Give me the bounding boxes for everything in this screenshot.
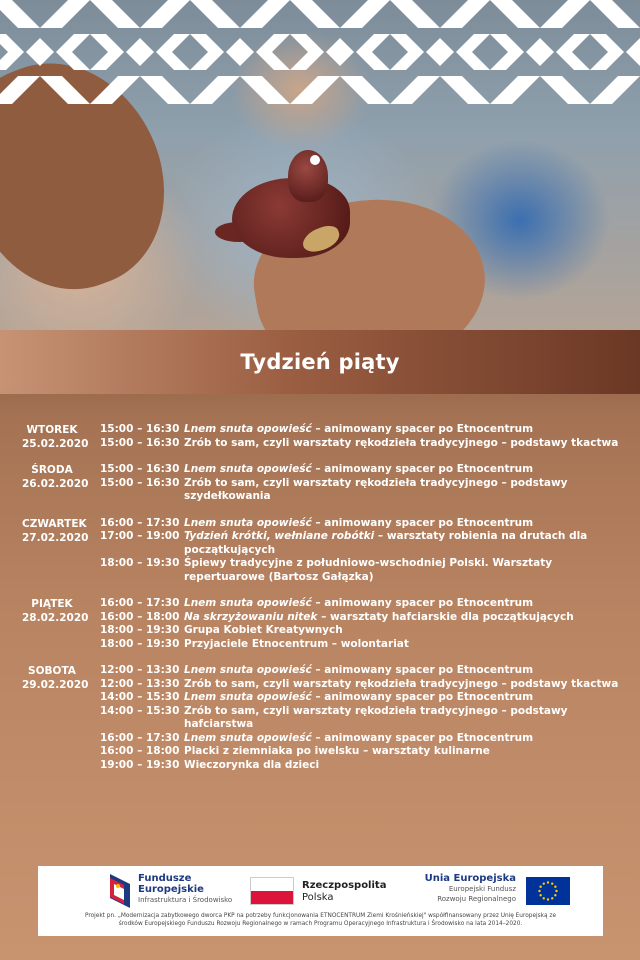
day-name: WTOREK [26, 424, 78, 436]
event-description [184, 691, 624, 705]
entries [100, 597, 640, 651]
eu-star-icon [551, 882, 553, 884]
event-detail: Zrób to sam, czyli warsztaty rękodzieła tradycyjnego – podstawy tkactwa [184, 677, 619, 690]
event-detail: Grupa Kobiet Kreatywnych [184, 624, 343, 636]
ue-sub2: Rozwoju Regionalnego [437, 895, 516, 903]
event-time: 15:00 – 16:30 [100, 476, 180, 489]
event-time: 12:00 – 13:30 [100, 664, 180, 676]
event-description [184, 732, 624, 746]
day-label [22, 463, 89, 491]
header-photo [0, 0, 640, 330]
event-time: 18:00 – 19:30 [100, 637, 180, 650]
event-row [100, 705, 640, 732]
event-row [100, 517, 640, 531]
bird-eye [310, 155, 320, 165]
funding-footer [38, 866, 603, 936]
eu-star-icon [554, 886, 556, 888]
event-title: Lnem snuta opowieść [184, 423, 312, 435]
event-detail: Wieczorynka dla dzieci [184, 758, 320, 771]
eu-star-icon [547, 898, 549, 900]
day-date: 29.02.2020 [22, 679, 89, 691]
day-block [0, 664, 640, 772]
day-label [22, 597, 89, 625]
event-detail: – animowany spacer po Etnocentrum [311, 516, 534, 529]
folk-pattern [0, 0, 640, 104]
event-time: 15:00 – 16:30 [100, 463, 180, 475]
event-title: Na skrzyżowaniu nitek [184, 610, 318, 623]
event-description [184, 624, 624, 638]
event-description [184, 664, 624, 678]
event-detail: – animowany spacer po Etnocentrum [311, 423, 534, 435]
eu-star-icon [554, 894, 556, 896]
title-band [0, 330, 640, 394]
entries [100, 664, 640, 772]
event-detail: Placki z ziemniaka po iwelsku – warsztaty kulinarne [184, 745, 490, 757]
ue-sub1: Europejski Fundusz [448, 885, 516, 893]
event-time: 16:00 – 17:30 [100, 731, 180, 744]
event-row [100, 638, 640, 652]
event-time: 16:00 – 18:00 [100, 745, 180, 757]
day-block [0, 597, 640, 651]
event-description [184, 745, 624, 759]
eu-star-icon [538, 890, 540, 892]
day-label [22, 664, 89, 692]
event-row [100, 477, 640, 504]
eu-star-icon [543, 882, 545, 884]
event-row [100, 664, 640, 678]
event-title: Lnem snuta opowieść [184, 597, 312, 609]
day-date: 28.02.2020 [22, 612, 89, 624]
event-description [184, 477, 624, 504]
event-title: Lnem snuta opowieść [184, 664, 312, 676]
event-detail: Zrób to sam, czyli warsztaty rękodzieła tradycyjnego – podstawy hafciarstwa [184, 704, 568, 730]
event-detail: Przyjaciele Etnocentrum – wolontariat [184, 637, 409, 650]
day-label [22, 517, 89, 545]
bird-head [288, 150, 328, 202]
event-description [184, 437, 624, 451]
event-time: 16:00 – 18:00 [100, 610, 180, 623]
event-row [100, 597, 640, 611]
eu-star-icon [543, 897, 545, 899]
event-detail: – animowany spacer po Etnocentrum [311, 691, 534, 703]
rzeczpospolita-polska-text [302, 880, 386, 904]
eu-flag-icon [526, 877, 570, 905]
event-title: Lnem snuta opowieść [184, 463, 312, 475]
event-detail: – animowany spacer po Etnocentrum [311, 597, 534, 609]
fundusze-europejskie-text [138, 873, 232, 906]
event-title: Tydzień krótki, wełniane robótki [184, 530, 375, 542]
event-row [100, 732, 640, 746]
day-name: SOBOTA [28, 665, 76, 677]
fe-sub: Infrastruktura i Środowisko [138, 896, 233, 904]
event-row [100, 611, 640, 625]
event-title: Lnem snuta opowieść [184, 691, 312, 703]
pl-line2: Polska [302, 892, 334, 903]
day-label [22, 423, 89, 451]
page-title: Tydzień piąty [240, 350, 400, 374]
fundusze-europejskie-logo [110, 874, 130, 908]
eu-star-icon [555, 890, 557, 892]
event-row [100, 745, 640, 759]
event-row [100, 557, 640, 584]
eu-star-icon [539, 886, 541, 888]
event-row [100, 624, 640, 638]
event-row [100, 530, 640, 557]
event-detail: Zrób to sam, czyli warsztaty rękodzieła tradycyjnego – podstawy szydełkowania [184, 476, 568, 502]
logo-row [38, 871, 603, 915]
event-description [184, 517, 624, 531]
event-row [100, 759, 640, 773]
polish-flag-icon [250, 877, 294, 905]
event-time: 15:00 – 16:30 [100, 436, 180, 449]
event-title: Lnem snuta opowieść [184, 731, 312, 744]
event-description [184, 759, 624, 773]
event-row [100, 678, 640, 692]
pl-line1: Rzeczpospolita [302, 880, 387, 891]
event-title: Lnem snuta opowieść [184, 516, 312, 529]
entries [100, 463, 640, 504]
event-detail: Zrób to sam, czyli warsztaty rękodzieła tradycyjnego – podstawy tkactwa [184, 436, 619, 449]
event-row [100, 423, 640, 437]
day-name: CZWARTEK [22, 517, 87, 530]
eu-star-icon [551, 897, 553, 899]
event-description [184, 638, 624, 652]
event-time: 15:00 – 16:30 [100, 423, 180, 435]
eu-star-icon [547, 881, 549, 883]
event-description [184, 423, 624, 437]
event-time: 16:00 – 17:30 [100, 516, 180, 529]
schedule [0, 423, 640, 785]
fe-line1: Fundusze [138, 873, 192, 884]
event-time: 17:00 – 19:00 [100, 530, 180, 542]
event-description [184, 611, 624, 625]
event-time: 18:00 – 19:30 [100, 557, 180, 569]
fe-line2: Europejskie [138, 884, 204, 895]
event-row [100, 691, 640, 705]
event-row [100, 463, 640, 477]
event-time: 16:00 – 17:30 [100, 597, 180, 609]
day-name: PIĄTEK [31, 598, 73, 610]
event-description [184, 678, 624, 692]
event-detail: – warsztaty robienia na drutach dla początkujących [184, 530, 588, 556]
day-block [0, 463, 640, 504]
eu-star-icon [539, 894, 541, 896]
event-description [184, 530, 624, 557]
day-name: ŚRODA [31, 464, 73, 476]
event-detail: – animowany spacer po Etnocentrum [311, 463, 534, 475]
event-description [184, 463, 624, 477]
day-block [0, 423, 640, 450]
event-time: 18:00 – 19:30 [100, 624, 180, 636]
event-time: 19:00 – 19:30 [100, 758, 180, 771]
event-description [184, 705, 624, 732]
day-date: 27.02.2020 [22, 531, 89, 544]
event-detail: Śpiewy tradycyjne z południowo-wschodniej Polski. Warsztaty repertuarowe (Bartosz Gałązka) [184, 557, 553, 583]
event-time: 12:00 – 13:30 [100, 677, 180, 690]
funding-note: Projekt pn. „Modernizacja zabytkowego dworca PKP na potrzeby funkcjonowania ETNOCENTRUM Ziemi Krośnieńskiej" współfinansowany przez Unię Europejską ze środków Europejskiego Funduszu Rozwoju Regionalnego w ramach Programu Operacyjnego Infrastruktura i Środowisko na lata 2014–2020. [84, 913, 557, 927]
event-row [100, 437, 640, 451]
day-date: 26.02.2020 [22, 478, 89, 490]
event-time: 14:00 – 15:30 [100, 704, 180, 717]
day-date: 25.02.2020 [22, 438, 89, 450]
event-time: 14:00 – 15:30 [100, 691, 180, 703]
entries [100, 423, 640, 450]
entries [100, 517, 640, 585]
event-detail: – animowany spacer po Etnocentrum [311, 731, 534, 744]
event-detail: – warsztaty hafciarskie dla początkujących [317, 610, 574, 623]
ue-line1: Unia Europejska [424, 873, 516, 884]
event-detail: – animowany spacer po Etnocentrum [311, 664, 534, 676]
event-description [184, 557, 624, 584]
unia-europejska-text [404, 874, 516, 904]
event-description [184, 597, 624, 611]
day-block [0, 517, 640, 585]
